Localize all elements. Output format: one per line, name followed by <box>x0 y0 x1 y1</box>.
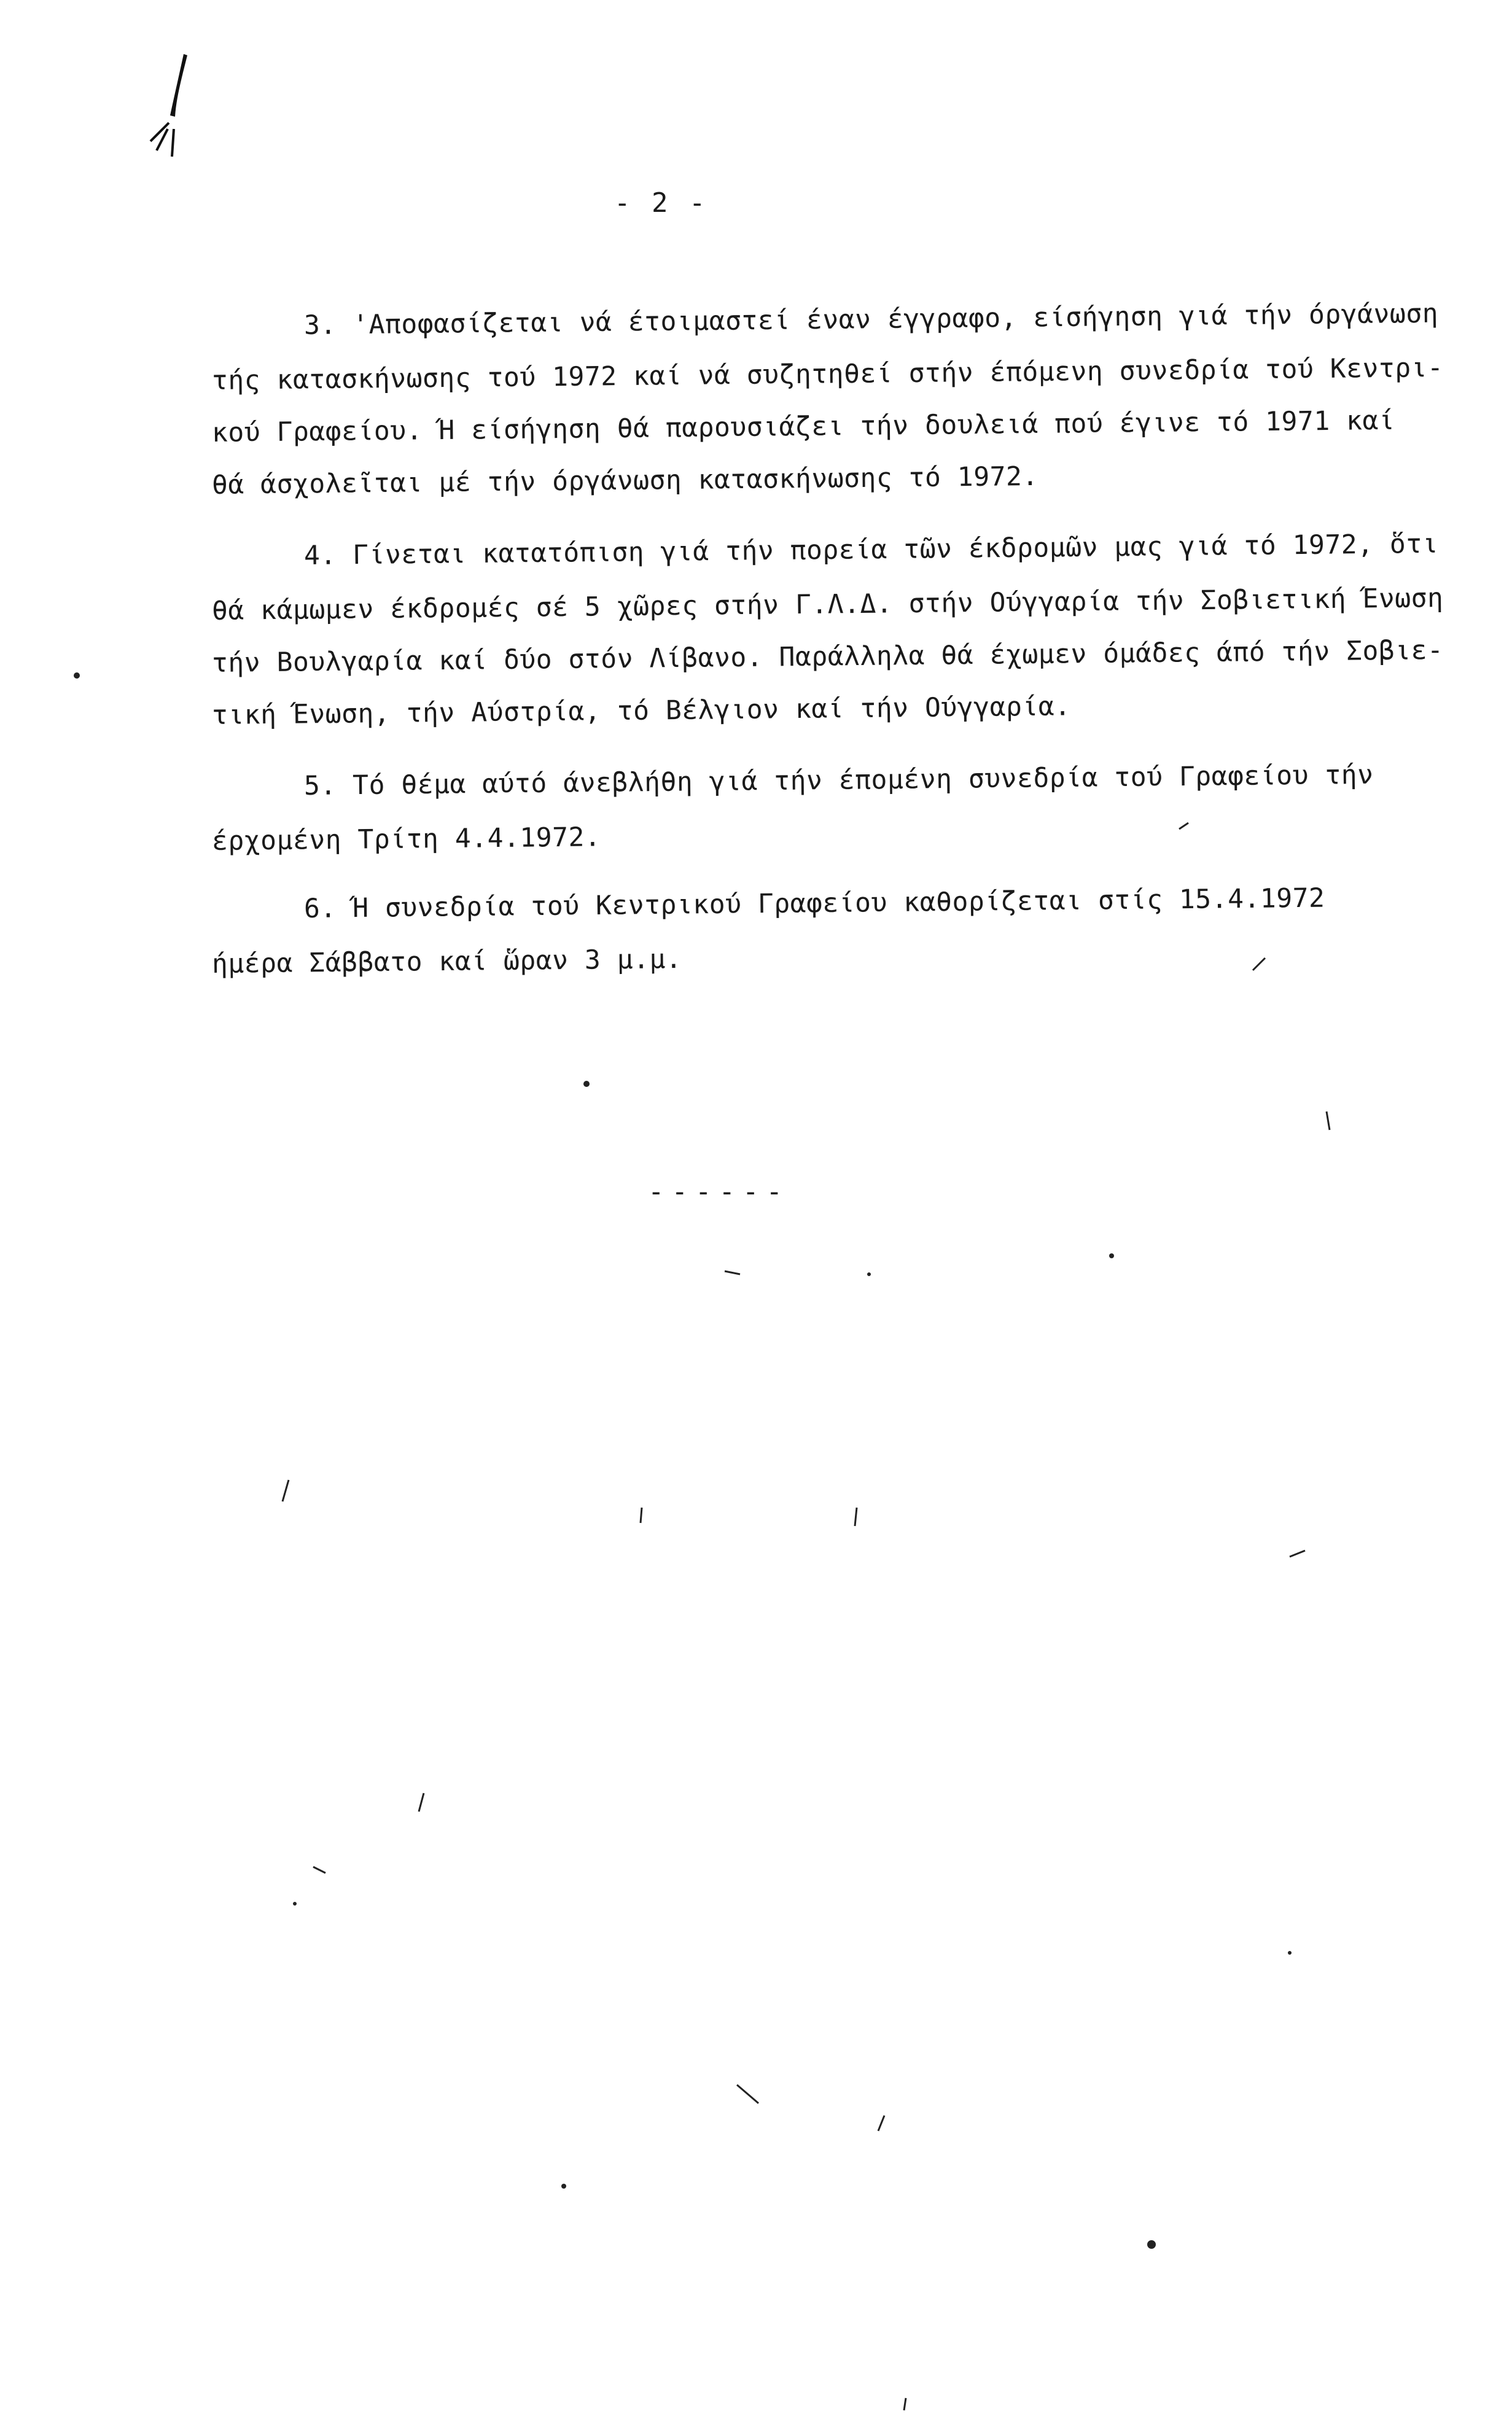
item-line: τική Ένωση, τήν Αύστρία, τό Βέλγιον καί τήν Ούγγαρία. <box>211 691 1071 731</box>
item-line: 4. Γίνεται κατατόπιση γιά τήν πορεία τῶν έκδρομῶν μας γιά τό 1972, ὅτι <box>303 528 1439 571</box>
item-line: τής κατασκήνωσης τού 1972 καί νά συζητηθεί στήν έπόμενη συνεδρία τού Κεντρι- <box>211 352 1444 396</box>
closing-rule: ------ <box>648 1176 790 1207</box>
item-line: 6. Ή συνεδρία τού Κεντρικού Γραφείου καθορίζεται στίς 15.4.1972 <box>303 882 1325 924</box>
item-line: 5. Τό θέμα αύτό άνεβλήθη γιά τήν έπομένη συνεδρία τού Γραφείου τήν <box>303 759 1374 801</box>
item-line: θά κάμωμεν έκδρομές σέ 5 χῶρες στήν Γ.Λ.Δ. στήν Ούγγαρία τήν Σοβιετική Ένωση <box>211 583 1444 626</box>
item-line: έρχομένη Τρίτη 4.4.1972. <box>211 822 601 857</box>
item-line: ήμέρα Σάββατο καί ὥραν 3 μ.μ. <box>211 943 682 979</box>
page-number: - 2 - <box>614 187 708 219</box>
item-line: κού Γραφείου. Ή είσήγηση θά παρουσιάζει τήν δουλειά πού έγινε τό 1971 καί <box>211 405 1395 448</box>
item-line: 3. 'Αποφασίζεται νά έτοιμαστεί έναν έγγραφο, είσήγηση γιά τήν όργάνωση <box>303 298 1439 341</box>
item-line: θά άσχολεῖται μέ τήν όργάνωση κατασκήνωσης τό 1972. <box>211 461 1039 500</box>
item-line: τήν Βουλγαρία καί δύο στόν Λίβανο. Παράλληλα θά έχωμεν όμάδες άπό τήν Σοβιε- <box>211 635 1444 679</box>
